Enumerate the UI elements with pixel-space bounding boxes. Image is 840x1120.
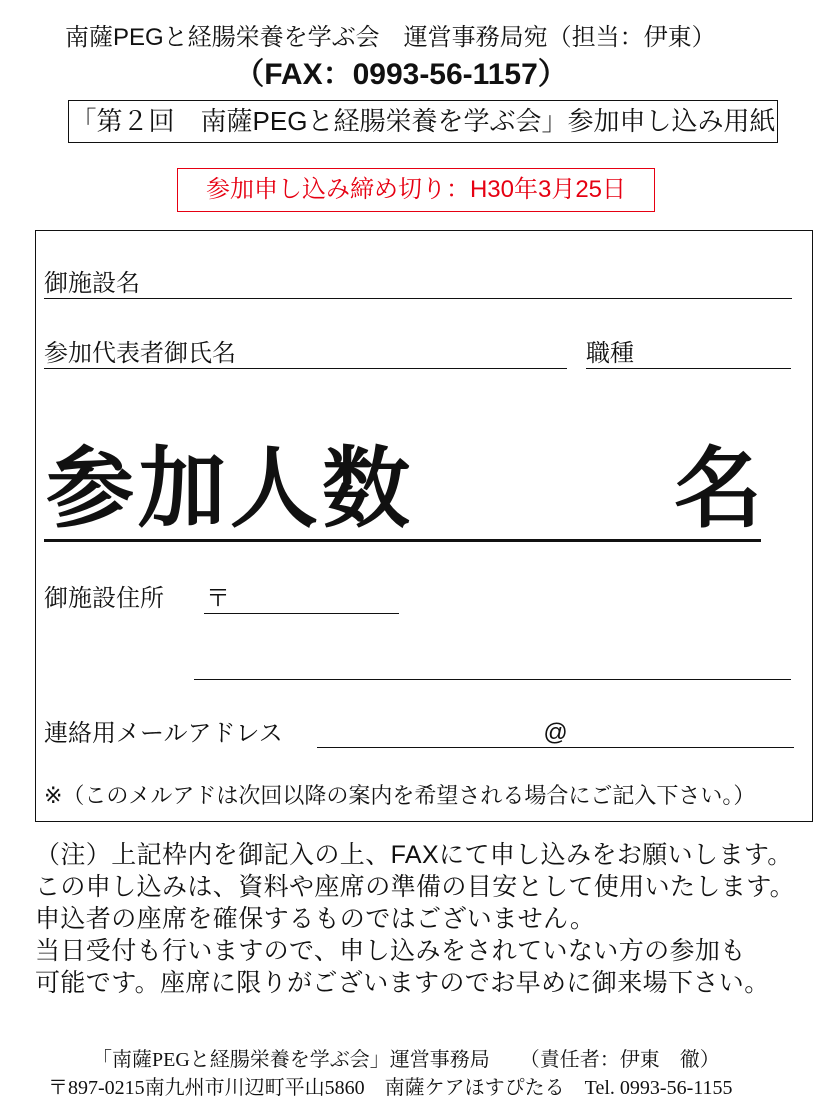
attendee-count-label: 参加人数 [46,439,415,538]
footer-contact-address: 〒897-0215南九州市川辺町平山5860 南薩ケアほすぴたる Tel. 0993-56-1155 [48,1077,733,1099]
postal-mark: 〒 [206,585,230,612]
representative-name-label: 参加代表者御氏名 [44,340,236,367]
attendee-count-unit: 名 [674,439,763,538]
facility-address-label: 御施設住所 [44,585,164,612]
representative-name-field[interactable] [44,339,567,369]
form-title: 「第２回 南薩PEGと経腸栄養を学ぶ会」参加申し込み用紙 [68,100,778,143]
instruction-line: 申込者の座席を確保するものではございません。 [35,905,596,933]
attendee-count-field[interactable] [44,439,761,542]
facility-name-label: 御施設名 [44,270,140,297]
instruction-line: （注）上記枠内を御記入の上、FAXにて申し込みをお願いします。 [35,841,793,869]
occupation-field[interactable] [586,339,791,369]
instruction-line: この申し込みは、資料や座席の準備の目安として使用いたします。 [35,873,796,901]
addressee-line: 南薩PEGと経腸栄養を学ぶ会 運営事務局宛（担当：伊東） [65,24,716,51]
footer-organizer-line: 「南薩PEGと経腸栄養を学ぶ会」運営事務局 （責任者：伊東 徹） [92,1049,720,1071]
email-note: ※（このメルアドは次回以降の案内を希望される場合にご記入下さい。） [44,783,756,808]
entry-form-box [35,230,813,822]
postal-code-field[interactable] [204,584,399,614]
facility-name-field[interactable] [44,269,792,299]
occupation-label: 職種 [586,340,634,367]
fax-number: （FAX：0993-56-1157） [234,58,568,91]
instruction-line: 可能です。座席に限りがございますのでお早めに御来場下さい。 [35,969,770,997]
email-label: 連絡用メールアドレス [44,720,283,747]
instructions [35,839,795,999]
instruction-line: 当日受付も行いますので、申し込みをされていない方の参加も [35,937,746,965]
facility-address-line-field[interactable] [194,650,791,680]
email-at-sign: @ [543,719,568,746]
deadline-notice: 参加申し込み締め切り：H30年3月25日 [177,168,655,212]
email-field[interactable] [317,718,794,748]
